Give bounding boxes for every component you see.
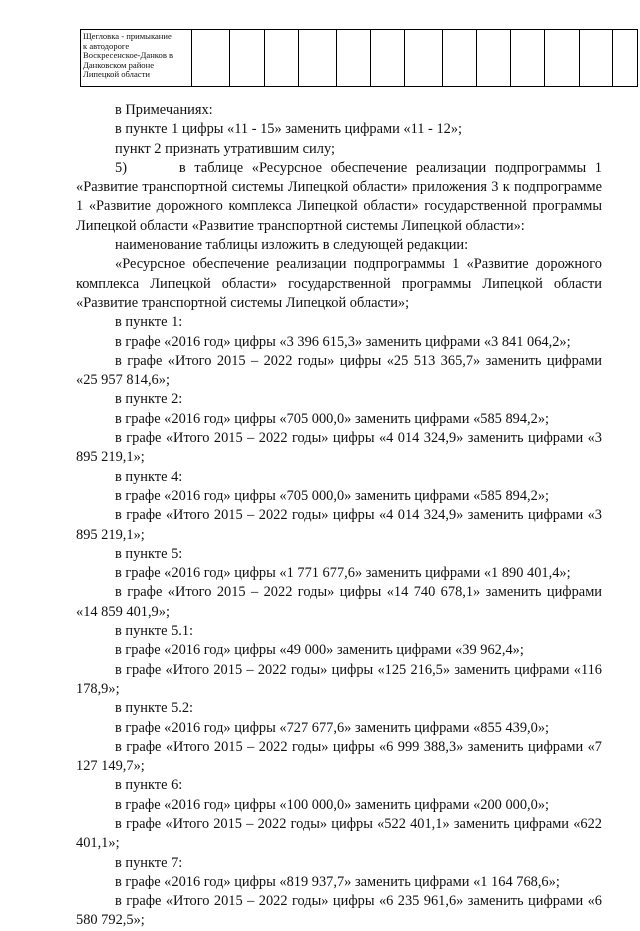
- paragraph-point-5-1-total: в графе «Итого 2015 – 2022 годы» цифры «125 216,5» заменить цифрами «116 178,9»;: [76, 661, 602, 697]
- paragraph-point-2-2016: в графе «2016 год» цифры «705 000,0» заменить цифрами «585 894,2»;: [115, 410, 550, 427]
- table-cell-empty: [371, 30, 405, 87]
- table-cell-empty: [477, 30, 511, 87]
- table-cell-empty: [192, 30, 230, 87]
- table-cell-line: к автодороге: [83, 40, 130, 51]
- paragraph-point-5-2-2016: в графе «2016 год» цифры «727 677,6» заменить цифрами «855 439,0»;: [115, 719, 550, 736]
- paragraph-point-6: в пункте 6:: [115, 777, 183, 794]
- table-cell-line: Данковском районе: [83, 59, 155, 70]
- paragraph-point-5-2: в пункте 5.2:: [115, 700, 194, 717]
- table-cell-line: Щегловка - примыкание: [83, 31, 172, 41]
- table-cell-line: Воскресенское-Данков в: [83, 50, 174, 61]
- table-cell-empty: [613, 30, 638, 87]
- paragraph-point-2-total: в графе «Итого 2015 – 2022 годы» цифры «4 014 324,9» заменить цифрами «3 895 219,1»;: [76, 430, 602, 466]
- table-cell-empty: [230, 30, 265, 87]
- table-cell-empty: [511, 30, 545, 87]
- table-cell-empty: [545, 30, 580, 87]
- paragraph-point-7-2016: в графе «2016 год» цифры «819 937,7» заменить цифрами «1 164 768,6»;: [115, 873, 560, 890]
- paragraph-point-2: в пункте 2:: [115, 391, 183, 408]
- table-cell-empty: [299, 30, 337, 87]
- document-body: [76, 101, 602, 931]
- paragraph-point-6-2016: в графе «2016 год» цифры «100 000,0» заменить цифрами «200 000,0»;: [115, 796, 550, 813]
- paragraph-notes-item-1: в пункте 1 цифры «11 - 15» заменить цифрами «11 - 12»;: [115, 121, 463, 138]
- paragraph-point-6-total: в графе «Итого 2015 – 2022 годы» цифры «522 401,1» заменить цифрами «622 401,1»;: [76, 815, 602, 852]
- paragraph-point-5-total: в графе «Итого 2015 – 2022 годы» цифры «14 740 678,1» заменить цифрами «14 859 401,9»;: [76, 584, 602, 620]
- paragraph-notes-heading: в Примечаниях:: [115, 102, 213, 118]
- budget-table-fragment: [80, 29, 638, 87]
- paragraph-point-5-1-2016: в графе «2016 год» цифры «49 000» заменить цифрами «39 962,4»;: [115, 642, 524, 659]
- table-cell-empty: [580, 30, 613, 87]
- paragraph-point-5-2016: в графе «2016 год» цифры «1 771 677,6» заменить цифрами «1 890 401,4»;: [115, 565, 571, 582]
- table-cell-empty: [265, 30, 299, 87]
- paragraph-point-1-2016: в графе «2016 год» цифры «3 396 615,3» заменить цифрами «3 841 064,2»;: [115, 333, 571, 350]
- table-cell-empty: [443, 30, 477, 87]
- table-cell-empty: [337, 30, 371, 87]
- paragraph-notes-item-2: пункт 2 признать утратившим силу;: [115, 140, 335, 157]
- table-cell-object-name: [81, 30, 192, 87]
- paragraph-point-4-2016: в графе «2016 год» цифры «705 000,0» заменить цифрами «585 894,2»;: [115, 487, 550, 504]
- paragraph-point-5-1: в пункте 5.1:: [115, 623, 194, 640]
- paragraph-point-7-total: в графе «Итого 2015 – 2022 годы» цифры «6 235 961,6» заменить цифрами «6 580 792,5»;: [76, 893, 602, 929]
- paragraph-point-1: в пункте 1:: [115, 314, 183, 331]
- paragraph-point-5-2-total: в графе «Итого 2015 – 2022 годы» цифры «6 999 388,3» заменить цифрами «7 127 149,7»;: [76, 738, 602, 775]
- table-row: [81, 30, 638, 87]
- paragraph-item-5: 5) в таблице «Ресурсное обеспечение реализации подпрограммы 1 «Развитие транспортной системы Липецкой области» приложения 3 к подпрограмме 1 «Развитие дорожного комплекса Липецкой области» государственной программы Липецкой области «Развитие транспортной системы Липецкой области»:: [76, 159, 602, 234]
- paragraph-table-title: «Ресурсное обеспечение реализации подпрограммы 1 «Развитие дорожного комплекса Липецкой области» государственной программы Липецкой области «Развитие транспортной системы Липецкой области»;: [76, 256, 602, 311]
- paragraph-point-7: в пункте 7:: [115, 854, 183, 871]
- paragraph-table-title-intro: наименование таблицы изложить в следующей редакции:: [115, 237, 469, 254]
- paragraph-point-4: в пункте 4:: [115, 468, 183, 485]
- table-cell-empty: [405, 30, 443, 87]
- paragraph-point-4-total: в графе «Итого 2015 – 2022 годы» цифры «4 014 324,9» заменить цифрами «3 895 219,1»;: [76, 507, 602, 543]
- paragraph-point-5: в пункте 5:: [115, 545, 183, 562]
- paragraph-point-1-total: в графе «Итого 2015 – 2022 годы» цифры «25 513 365,7» заменить цифрами «25 957 814,6»;: [76, 352, 602, 389]
- table-cell-line: Липецкой области: [83, 69, 150, 80]
